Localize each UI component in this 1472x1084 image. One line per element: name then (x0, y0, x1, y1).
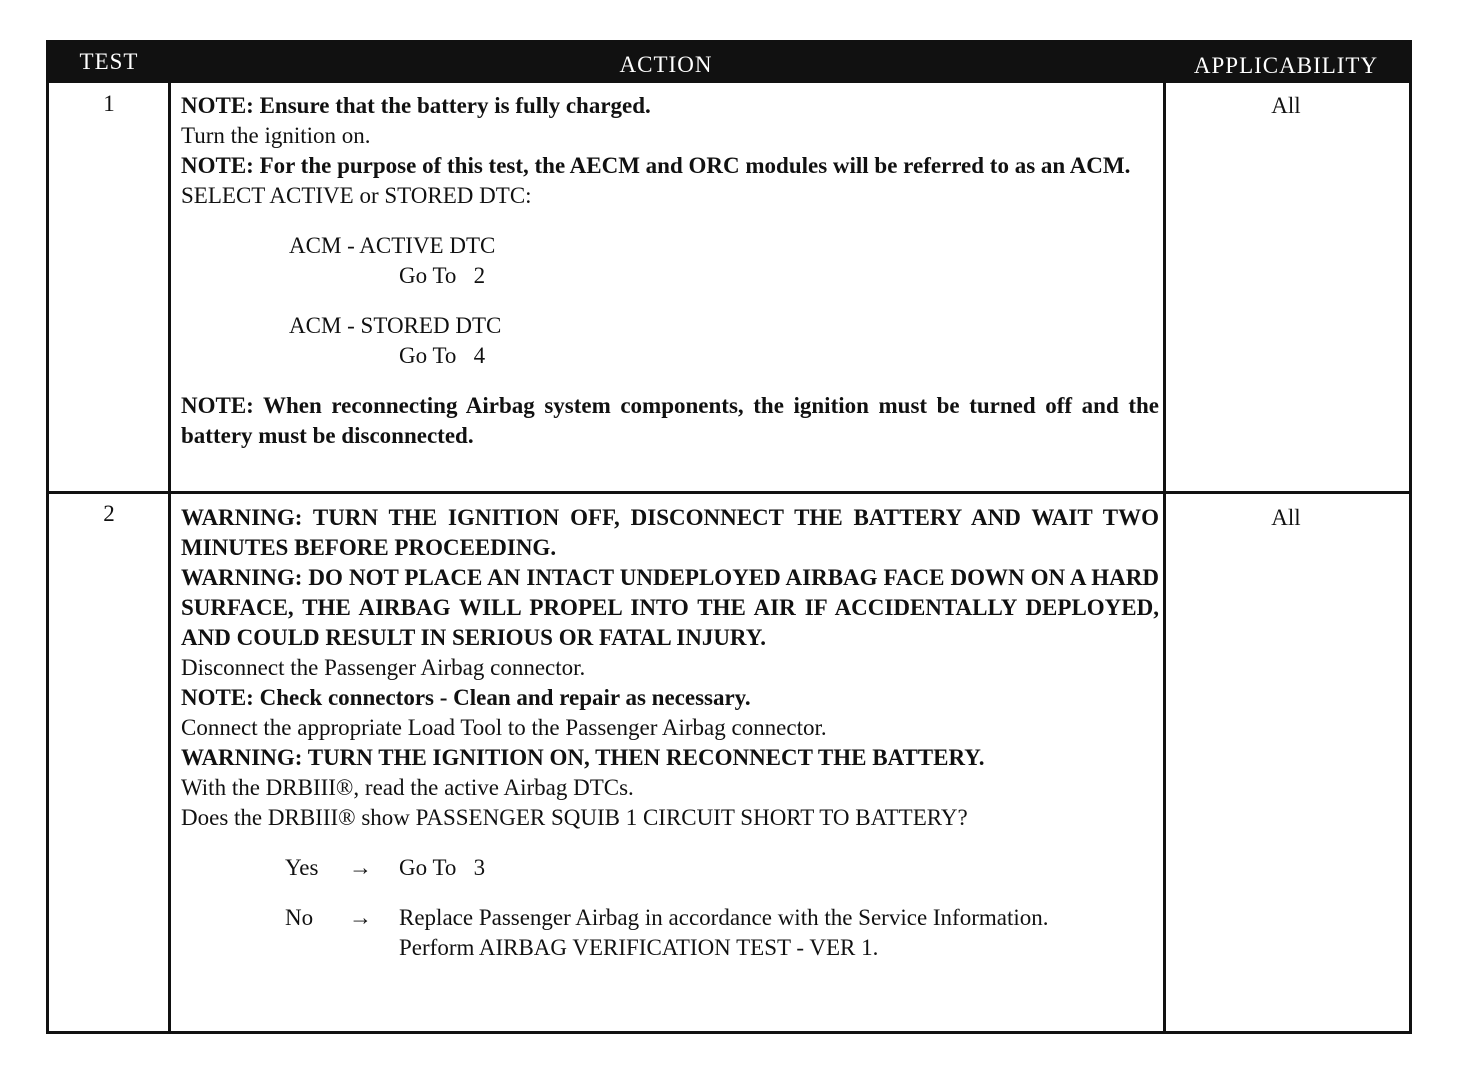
test-table (46, 40, 1412, 1034)
table-header (49, 43, 1409, 83)
header-applicability: APPLICABILITY (1193, 53, 1379, 78)
test-number: 1 (103, 91, 115, 116)
note-text: NOTE: Ensure that the battery is fully charged. (181, 93, 651, 118)
note-text: NOTE: Check connectors - Clean and repair as necessary. (181, 685, 751, 710)
branch-no (181, 903, 1159, 963)
arrow-icon: → (349, 855, 372, 880)
branch-label: No (285, 905, 314, 930)
step-text: Turn the ignition on. (181, 123, 371, 148)
branch-yes (181, 853, 1159, 883)
option-goto: Go To 2 (399, 263, 486, 288)
action-cell (181, 503, 1159, 963)
header-test: TEST (79, 49, 139, 74)
step-text: SELECT ACTIVE or STORED DTC: (181, 183, 532, 208)
note-text: NOTE: For the purpose of this test, the AECM and ORC modules will be referred to as an ACM. (181, 153, 1131, 178)
branch-label: Yes (285, 855, 319, 880)
question-text: Does the DRBIII® show PASSENGER SQUIB 1 CIRCUIT SHORT TO BATTERY? (181, 805, 968, 830)
warning-text: WARNING: TURN THE IGNITION ON, THEN RECONNECT THE BATTERY. (181, 745, 985, 770)
applicability-value: All (1271, 93, 1301, 118)
arrow-icon: → (349, 905, 372, 930)
option-label: ACM - ACTIVE DTC (289, 233, 496, 258)
applicability-value: All (1271, 505, 1301, 530)
row-divider (49, 491, 1409, 494)
action-cell (181, 91, 1159, 451)
branch-text: Go To 3 (399, 855, 486, 880)
note-text: NOTE: When reconnecting Airbag system components, the ignition must be turned off and the battery must be disconnected. (181, 393, 1159, 448)
column-divider (168, 83, 171, 1031)
option-label: ACM - STORED DTC (289, 313, 502, 338)
test-number: 2 (103, 501, 115, 526)
step-text: Connect the appropriate Load Tool to the Passenger Airbag connector. (181, 715, 827, 740)
warning-text: WARNING: DO NOT PLACE AN INTACT UNDEPLOYED AIRBAG FACE DOWN ON A HARD SURFACE, THE AIRBAG WILL PROPEL INTO THE AIR IF ACCIDENTALLY DEPLOYED, AND COULD RESULT IN SERIOUS OR FATAL INJURY. (181, 565, 1159, 650)
warning-text: WARNING: TURN THE IGNITION OFF, DISCONNECT THE BATTERY AND WAIT TWO MINUTES BEFORE PROCEEDING. (181, 505, 1159, 560)
option-goto: Go To 4 (399, 343, 486, 368)
step-text: With the DRBIII®, read the active Airbag DTCs. (181, 775, 634, 800)
column-divider (1163, 83, 1166, 1031)
branch-text: Replace Passenger Airbag in accordance with the Service Information. (399, 905, 1049, 930)
branch-text: Perform AIRBAG VERIFICATION TEST - VER 1. (399, 935, 879, 960)
header-action: ACTION (619, 52, 713, 77)
step-text: Disconnect the Passenger Airbag connector. (181, 655, 586, 680)
